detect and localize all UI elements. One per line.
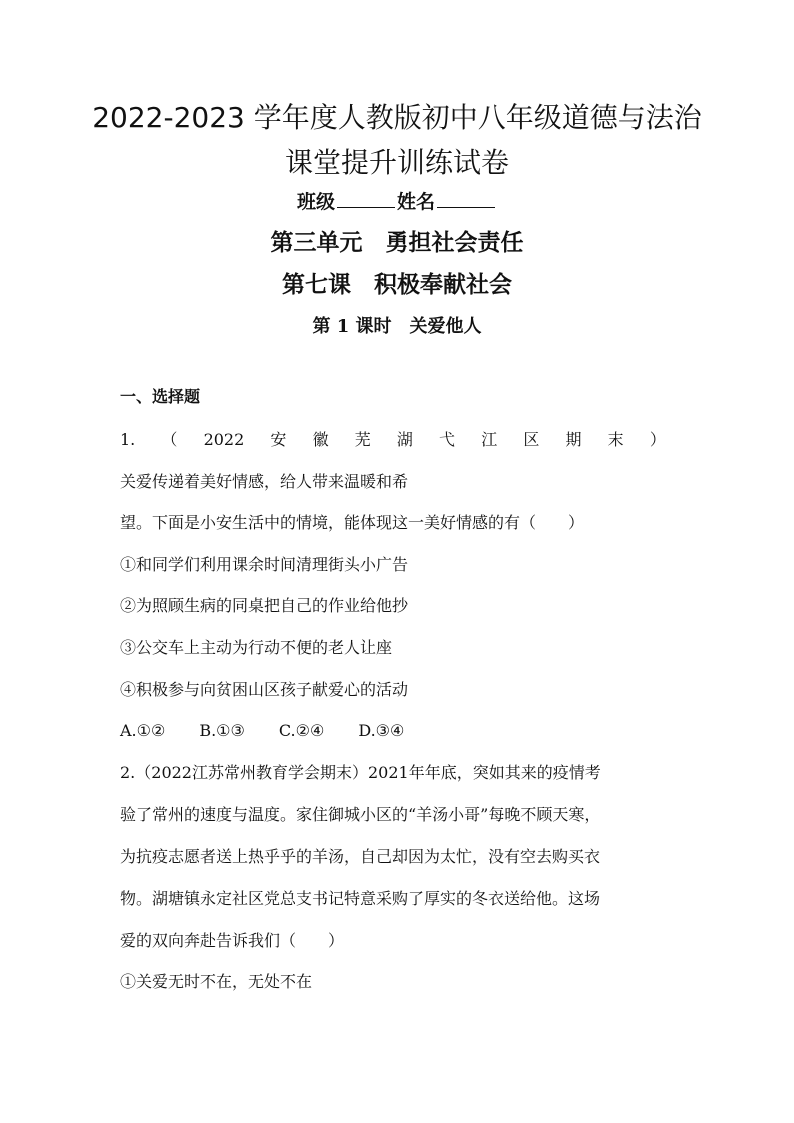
class-blank	[337, 189, 395, 208]
choice-c: C.②④	[278, 721, 325, 740]
question-2-line: 爱的双向奔赴告诉我们（ ）	[120, 931, 345, 950]
q1-token: 芜	[354, 430, 371, 449]
exam-title-line-2: 课堂提升训练试卷	[284, 146, 509, 179]
period-title: 第 1 课时 关爱他人	[312, 316, 482, 337]
unit-title: 第三单元 勇担社会责任	[270, 229, 524, 256]
q1-token: 区	[523, 430, 540, 449]
class-name-line	[0, 188, 794, 216]
choice-a: A.①②	[120, 721, 166, 740]
question-2-line: 物。湖塘镇永定社区党总支书记特意采购了厚实的冬衣送给他。这场	[120, 889, 601, 908]
q1-token: 末	[607, 430, 624, 449]
question-2-line: 验了常州的速度与温度。家住御城小区的“羊汤小哥”每晚不顾天寒，	[120, 805, 601, 824]
question-2-line: 为抗疫志愿者送上热乎乎的羊汤，自己却因为太忙，没有空去购买衣	[120, 847, 601, 866]
q1-token: 徽	[312, 430, 329, 449]
question-1-header	[120, 428, 666, 452]
lesson-title: 第七课 积极奉献社会	[282, 271, 512, 298]
q1-option: ②为照顾生病的同桌把自己的作业给他抄	[120, 596, 409, 615]
q1-token: 安	[270, 430, 287, 449]
q1-token: 2022	[203, 430, 245, 449]
q1-token: 弋	[439, 430, 456, 449]
q2-option: ①关爱无时不在，无处不在	[120, 972, 313, 991]
q1-token: 1.	[120, 430, 136, 449]
q1-token: （	[161, 430, 178, 449]
q1-option: ③公交车上主动为行动不便的老人让座	[120, 638, 393, 657]
choice-b: B.①③	[199, 721, 245, 740]
question-1-text-line: 关爱传递着美好情感，给人带来温暖和希	[120, 472, 409, 491]
q1-answer-choices	[120, 719, 438, 743]
q1-token: 期	[565, 430, 582, 449]
name-blank	[437, 189, 495, 208]
q1-option: ①和同学们利用课余时间清理街头小广告	[120, 555, 409, 574]
section-title: 一、选择题	[120, 387, 201, 406]
question-1-text-line: 望。下面是小安生活中的情境，能体现这一美好情感的有（ ）	[120, 513, 585, 532]
class-label: 班级	[296, 191, 335, 213]
q1-token: ）	[649, 430, 666, 449]
exam-title-line-1: 2022-2023 学年度人教版初中八年级道德与法治	[92, 101, 702, 134]
q1-option: ④积极参与向贫困山区孩子献爱心的活动	[120, 680, 409, 699]
choice-d: D.③④	[358, 721, 405, 740]
q1-token: 江	[481, 430, 498, 449]
name-label: 姓名	[397, 191, 436, 213]
question-2-line: 2.（2022江苏常州教育学会期末）2021年年底，突如其来的疫情考	[120, 763, 601, 782]
q1-token: 湖	[396, 430, 413, 449]
